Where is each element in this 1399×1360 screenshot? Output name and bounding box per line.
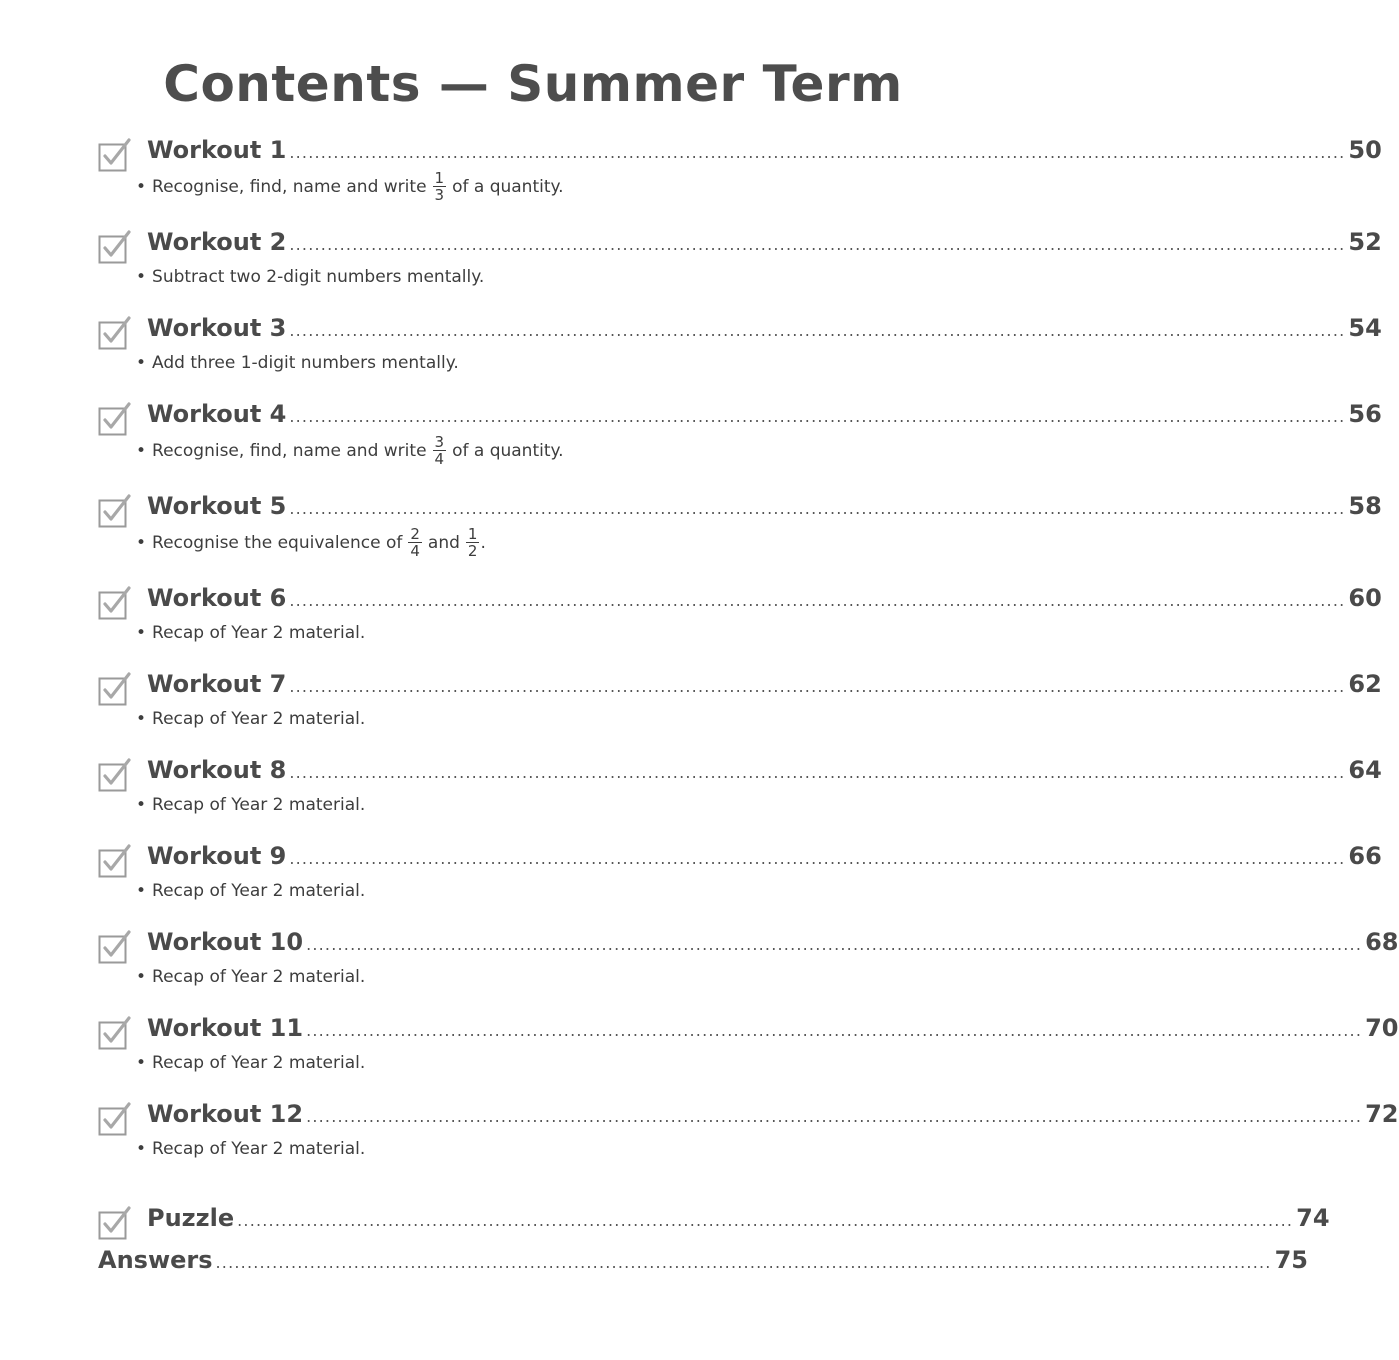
entry-title: Answers <box>98 1246 213 1274</box>
checkbox-tick-icon <box>98 1102 132 1136</box>
description-text: of a quantity. <box>452 176 564 197</box>
entry-row <box>98 228 1382 264</box>
entry-row <box>98 492 1382 528</box>
fraction-numerator: 1 <box>467 525 478 543</box>
toc-entry-workout-11[interactable] <box>98 1014 1399 1077</box>
bullet: • <box>136 440 147 461</box>
bullet: • <box>136 176 147 197</box>
description-text: Recognise the equivalence of <box>152 532 403 553</box>
description-text: Recap of Year 2 material. <box>152 709 366 729</box>
entry-title: Workout 5 <box>147 492 287 520</box>
entry-title: Workout 4 <box>147 400 287 428</box>
fraction <box>433 171 447 202</box>
toc-entry-workout-7[interactable] <box>98 670 1382 733</box>
toc-entry-workout-8[interactable] <box>98 756 1382 819</box>
description-text: Recap of Year 2 material. <box>152 1053 366 1073</box>
checkbox-tick-icon <box>98 230 132 264</box>
description-text: . <box>480 532 486 553</box>
bullet: • <box>136 532 147 553</box>
entry-title: Workout 7 <box>147 670 287 698</box>
bullet: • <box>136 881 147 901</box>
description-text: Recognise, find, name and write <box>152 440 427 461</box>
entry-row <box>98 584 1382 620</box>
dot-leader: ........................................................................................................................................................................ <box>215 1253 1272 1272</box>
description-text: Recap of Year 2 material. <box>152 795 366 815</box>
dot-leader: ........................................................................................................................................................................ <box>289 763 1346 782</box>
entry-description <box>136 349 1000 377</box>
fraction-numerator: 3 <box>434 433 445 451</box>
description-text: Recap of Year 2 material. <box>152 623 366 643</box>
dot-leader: ........................................................................................................................................................................ <box>289 407 1346 426</box>
entry-row <box>98 1100 1399 1136</box>
entry-description <box>136 963 1000 991</box>
entry-page-number: 58 <box>1348 492 1382 520</box>
page-title: Contents — Summer Term <box>163 55 903 113</box>
toc-entry-workout-5[interactable] <box>98 492 1382 560</box>
toc-entry-workout-1[interactable] <box>98 136 1382 204</box>
bullet: • <box>136 795 147 815</box>
checkbox-tick-icon <box>98 758 132 792</box>
description-text: Subtract two 2-digit numbers mentally. <box>152 267 485 287</box>
toc-entry-workout-9[interactable] <box>98 842 1382 905</box>
entry-title: Workout 9 <box>147 842 287 870</box>
entry-description <box>136 527 1000 558</box>
entry-description <box>136 171 1000 202</box>
entry-page-number: 64 <box>1348 756 1382 784</box>
entry-description <box>136 619 1000 647</box>
entry-description <box>136 877 1000 905</box>
toc-entry-puzzle[interactable] <box>98 1204 1330 1240</box>
fraction-numerator: 2 <box>410 525 420 543</box>
dot-leader: ........................................................................................................................................................................ <box>289 591 1346 610</box>
fraction <box>408 527 422 558</box>
entry-row <box>98 136 1382 172</box>
dot-leader: ........................................................................................................................................................................ <box>306 1107 1363 1126</box>
checkbox-tick-icon <box>98 316 132 350</box>
entry-page-number: 66 <box>1348 842 1382 870</box>
dot-leader: ........................................................................................................................................................................ <box>289 235 1346 254</box>
checkbox-tick-icon <box>98 1206 132 1240</box>
entry-row <box>98 928 1399 964</box>
fraction <box>433 435 447 466</box>
toc-entry-workout-2[interactable] <box>98 228 1382 291</box>
entry-row <box>98 1204 1330 1240</box>
checkbox-tick-icon <box>98 402 132 436</box>
description-text: Recognise, find, name and write <box>152 176 427 197</box>
toc-entry-answers[interactable] <box>98 1246 1308 1282</box>
entry-row <box>98 1246 1308 1282</box>
bullet: • <box>136 1139 147 1159</box>
checkbox-tick-icon <box>98 1016 132 1050</box>
dot-leader: ........................................................................................................................................................................ <box>289 499 1346 518</box>
entry-page-number: 70 <box>1365 1014 1399 1042</box>
entry-page-number: 68 <box>1365 928 1399 956</box>
entry-row <box>98 314 1382 350</box>
entry-row <box>98 670 1382 706</box>
fraction-denominator: 4 <box>434 450 445 468</box>
entry-title: Workout 10 <box>147 928 304 956</box>
description-text: of a quantity. <box>452 440 564 461</box>
bullet: • <box>136 1053 147 1073</box>
bullet: • <box>136 353 147 373</box>
entry-title: Workout 12 <box>147 1100 304 1128</box>
toc-entry-workout-10[interactable] <box>98 928 1399 991</box>
checkbox-tick-icon <box>98 844 132 878</box>
entry-description <box>136 435 1000 466</box>
toc-entry-workout-6[interactable] <box>98 584 1382 647</box>
checkbox-tick-icon <box>98 494 132 528</box>
entry-title: Workout 1 <box>147 136 287 164</box>
entry-description <box>136 1135 1000 1163</box>
entry-row <box>98 842 1382 878</box>
entry-page-number: 50 <box>1348 136 1382 164</box>
description-text: Add three 1-digit numbers mentally. <box>152 353 459 373</box>
checkbox-tick-icon <box>98 930 132 964</box>
fraction-denominator: 2 <box>467 542 478 560</box>
dot-leader: ........................................................................................................................................................................ <box>289 677 1346 696</box>
entry-page-number: 60 <box>1348 584 1382 612</box>
checkbox-tick-icon <box>98 586 132 620</box>
entry-description <box>136 1049 1000 1077</box>
checkbox-tick-icon <box>98 672 132 706</box>
entry-title: Workout 2 <box>147 228 287 256</box>
dot-leader: ........................................................................................................................................................................ <box>289 321 1346 340</box>
checkbox-tick-icon <box>98 138 132 172</box>
entry-page-number: 56 <box>1348 400 1382 428</box>
description-text: Recap of Year 2 material. <box>152 881 366 901</box>
dot-leader: ........................................................................................................................................................................ <box>306 1021 1363 1040</box>
entry-page-number: 54 <box>1348 314 1382 342</box>
entry-page-number: 72 <box>1365 1100 1399 1128</box>
entry-description <box>136 791 1000 819</box>
bullet: • <box>136 967 147 987</box>
fraction-denominator: 4 <box>410 542 420 560</box>
entry-row <box>98 756 1382 792</box>
toc-entry-workout-12[interactable] <box>98 1100 1399 1163</box>
description-text: Recap of Year 2 material. <box>152 967 366 987</box>
bullet: • <box>136 709 147 729</box>
entry-title: Workout 11 <box>147 1014 304 1042</box>
dot-leader: ........................................................................................................................................................................ <box>289 849 1346 868</box>
entry-title: Workout 3 <box>147 314 287 342</box>
entry-page-number: 52 <box>1348 228 1382 256</box>
fraction <box>466 527 480 558</box>
entry-title: Puzzle <box>147 1204 235 1232</box>
entry-page-number: 75 <box>1274 1246 1308 1274</box>
entry-description <box>136 705 1000 733</box>
entry-row <box>98 1014 1399 1050</box>
toc-entry-workout-3[interactable] <box>98 314 1382 377</box>
entry-row <box>98 400 1382 436</box>
entry-description <box>136 263 1000 291</box>
toc-entry-workout-4[interactable] <box>98 400 1382 468</box>
description-text: and <box>427 532 460 553</box>
dot-leader: ........................................................................................................................................................................ <box>289 143 1346 162</box>
fraction-numerator: 1 <box>434 169 445 187</box>
bullet: • <box>136 267 147 287</box>
entry-title: Workout 8 <box>147 756 287 784</box>
dot-leader: ........................................................................................................................................................................ <box>237 1211 1294 1230</box>
dot-leader: ........................................................................................................................................................................ <box>306 935 1363 954</box>
entry-title: Workout 6 <box>147 584 287 612</box>
fraction-denominator: 3 <box>434 186 445 204</box>
description-text: Recap of Year 2 material. <box>152 1139 366 1159</box>
entry-page-number: 74 <box>1296 1204 1330 1232</box>
bullet: • <box>136 623 147 643</box>
entry-page-number: 62 <box>1348 670 1382 698</box>
